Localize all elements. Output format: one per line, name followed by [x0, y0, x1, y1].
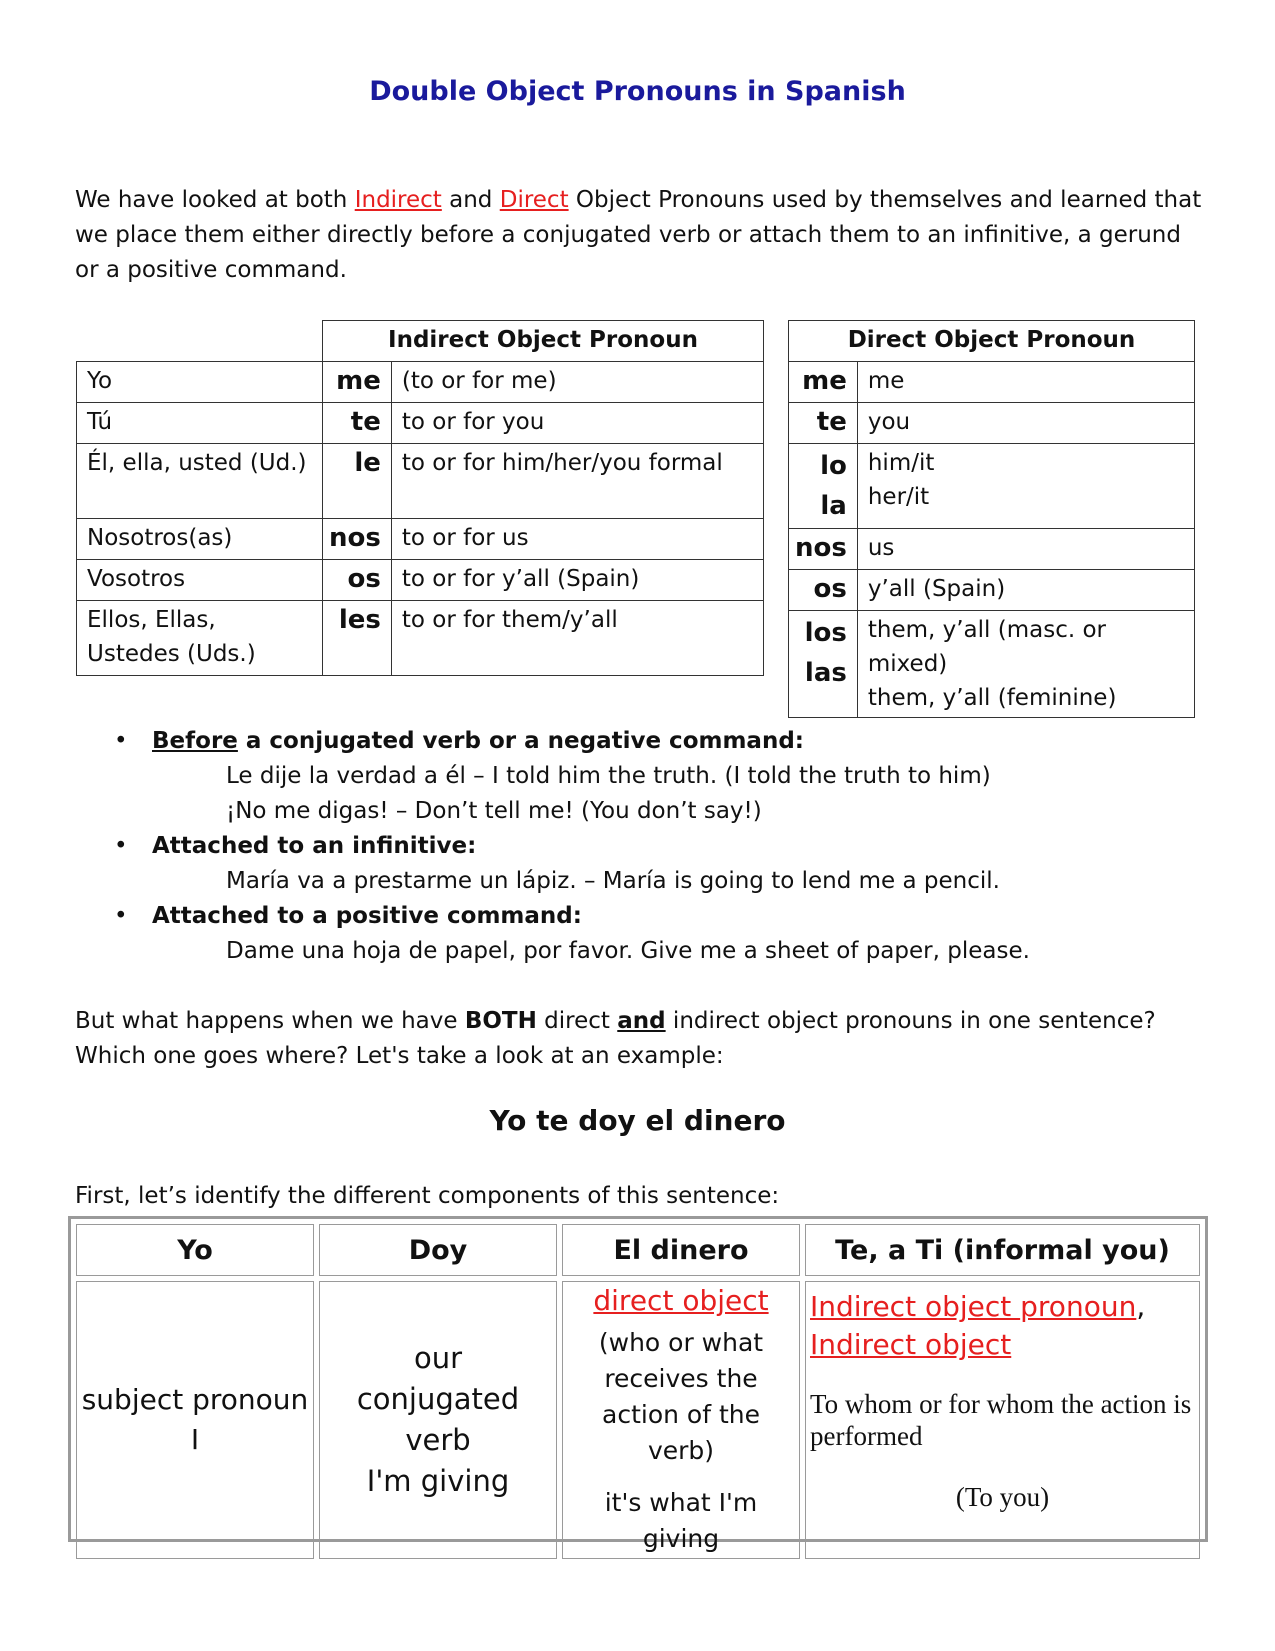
table-row [789, 403, 1195, 444]
dop-pronoun: os [789, 570, 858, 611]
para2-text-a: But what happens when we have [75, 1008, 465, 1034]
component-header-yo: Yo [76, 1224, 314, 1276]
rule-before-example-2: ¡No me digas! – Don’t tell me! (You don’t say!) [226, 798, 762, 824]
rule-before-example-1: Le dije la verdad a él – I told him the truth. (I told the truth to him) [226, 763, 991, 789]
iop-header: Indirect Object Pronoun [323, 321, 764, 362]
dop-pronoun: me [789, 362, 858, 403]
iop-subject: Tú [77, 403, 323, 444]
indirect-object-definition: To whom or for whom the action is performed [810, 1389, 1192, 1451]
iop-subject: Él, ella, usted (Ud.) [77, 444, 323, 519]
dop-meaning: you [857, 403, 1194, 444]
table-row [789, 611, 1195, 718]
dop-meaning-los: them, y’all (masc. or mixed) [867, 617, 1106, 677]
iop-meaning: to or for y’all (Spain) [391, 560, 763, 601]
dop-pronoun-la: la [820, 491, 847, 521]
rule-positive-command: • Attached to a positive command: [100, 899, 1220, 934]
comma: , [1136, 1290, 1146, 1323]
dop-meaning [857, 444, 1194, 529]
verb-translation: I'm giving [366, 1464, 510, 1498]
dop-meaning [857, 611, 1194, 718]
indirect-link[interactable]: Indirect [354, 187, 442, 213]
subject-pronoun-label: subject pronoun [81, 1383, 309, 1416]
rule-positive-command-example: Dame una hoja de papel, por favor. Give me a sheet of paper, please. [226, 938, 1030, 964]
table-row [789, 570, 1195, 611]
iop-pronoun: me [323, 362, 392, 403]
dop-meaning: me [857, 362, 1194, 403]
dop-pronoun: nos [789, 529, 858, 570]
indirect-object-pronoun-link-a: Indirect object [810, 1290, 1021, 1323]
dop-pronoun-los: los [804, 618, 847, 648]
component-subject [76, 1281, 314, 1559]
dop-meaning-lo: him/it [867, 450, 935, 476]
para2-text-c: indirect object pronouns in one sentence? Which one goes where? Let's take a look at an example: [75, 1008, 1156, 1069]
direct-object-link[interactable]: direct object [593, 1284, 769, 1317]
intro-text-and: and [441, 187, 500, 213]
table-row [77, 519, 764, 560]
iop-meaning: to or for them/y’all [391, 601, 763, 676]
table-row [789, 529, 1195, 570]
table-row [77, 362, 764, 403]
placement-rules [100, 724, 1220, 969]
rule-infinitive: • Attached to an infinitive: [100, 829, 1220, 864]
table-row [77, 444, 764, 519]
rule-infinitive-example: María va a prestarme un lápiz. – María is going to lend me a pencil. [226, 868, 1000, 894]
iop-subject: Ellos, Ellas, Ustedes (Uds.) [77, 601, 323, 676]
dop-pronoun-lo: lo [820, 451, 847, 481]
indirect-object-example: (To you) [955, 1482, 1050, 1512]
dop-pronoun [789, 611, 858, 718]
iop-meaning: to or for you [391, 403, 763, 444]
table-row [77, 403, 764, 444]
indirect-object-link[interactable]: Indirect object [810, 1328, 1012, 1361]
para2-both: BOTH [464, 1008, 537, 1034]
iop-pronoun: les [323, 601, 392, 676]
iop-pronoun: nos [323, 519, 392, 560]
indirect-object-pronoun-table [76, 320, 764, 676]
iop-subject: Nosotros(as) [77, 519, 323, 560]
direct-object-definition: (who or what receives the action of the verb) [598, 1328, 764, 1465]
iop-subject: Yo [77, 362, 323, 403]
dop-pronoun [789, 444, 858, 529]
table-row [789, 444, 1195, 529]
direct-object-pronoun-table [788, 320, 1195, 718]
iop-pronoun: te [323, 403, 392, 444]
intro-text-2: Object Pronouns used by themselves and learned that we place them either directly before a conjugated verb or attach them to an infinitive, a gerund or a positive command. [75, 187, 1202, 283]
both-pronouns-paragraph [75, 1004, 1215, 1074]
para2-text-b: direct [536, 1008, 618, 1034]
dop-meaning-las: them, y’all (feminine) [867, 685, 1117, 711]
iop-pronoun: os [323, 560, 392, 601]
subject-pronoun-i: I [190, 1423, 200, 1456]
indirect-object-pronoun-link-b: pronoun [1020, 1290, 1137, 1323]
component-header-el-dinero: El dinero [562, 1224, 800, 1276]
conjugated-verb-label: our conjugated verb [356, 1341, 520, 1457]
rule-before-text: a conjugated verb or a negative command: [237, 728, 804, 754]
page-title: Double Object Pronouns in Spanish [369, 76, 906, 107]
dop-pronoun: te [789, 403, 858, 444]
dop-meaning: us [857, 529, 1194, 570]
iop-blank-cell [77, 321, 323, 362]
component-header-doy: Doy [319, 1224, 557, 1276]
table-row [789, 362, 1195, 403]
para2-and: and [617, 1008, 666, 1034]
rule-before-underlined: Before [152, 728, 238, 754]
example-sentence: Yo te doy el dinero [489, 1104, 786, 1137]
rule-before [100, 724, 1220, 759]
dop-pronoun-las: las [804, 658, 847, 688]
dop-meaning: y’all (Spain) [857, 570, 1194, 611]
table-row [77, 601, 764, 676]
component-indirect-object [805, 1281, 1200, 1559]
direct-link[interactable]: Direct [499, 187, 569, 213]
component-verb [319, 1281, 557, 1559]
iop-pronoun: le [323, 444, 392, 519]
components-table [68, 1216, 1208, 1553]
iop-meaning: to or for us [391, 519, 763, 560]
table-row [77, 560, 764, 601]
iop-meaning: (to or for me) [391, 362, 763, 403]
indirect-object-pronoun-link[interactable] [810, 1290, 1136, 1323]
component-direct-object [562, 1281, 800, 1559]
dop-header: Direct Object Pronoun [789, 321, 1195, 362]
iop-subject: Vosotros [77, 560, 323, 601]
intro-paragraph [75, 183, 1205, 288]
components-intro: First, let’s identify the different components of this sentence: [75, 1183, 780, 1209]
direct-object-example: it's what I'm giving [604, 1488, 758, 1553]
iop-meaning: to or for him/her/you formal [391, 444, 763, 519]
intro-text-1: We have looked at both [75, 187, 355, 213]
component-header-te: Te, a Ti (informal you) [805, 1224, 1200, 1276]
dop-meaning-la: her/it [867, 484, 930, 510]
